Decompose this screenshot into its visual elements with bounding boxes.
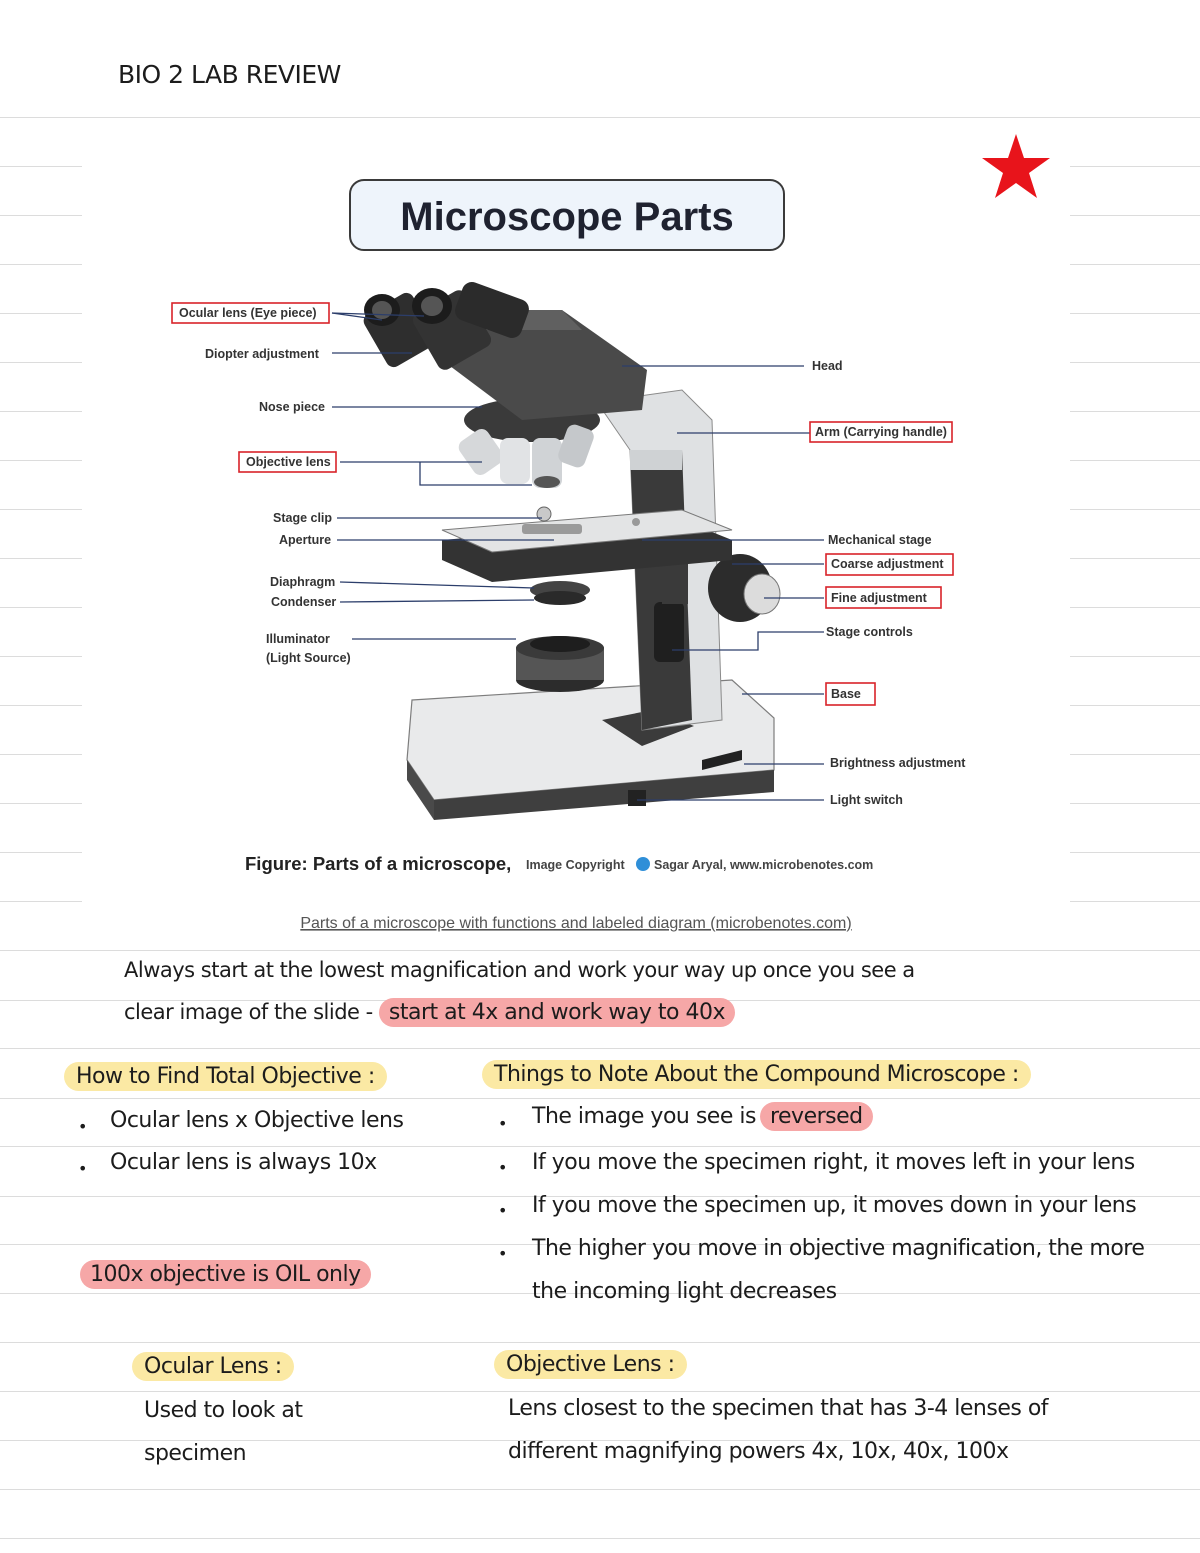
copyright-icon <box>636 857 650 871</box>
objective-lens-heading: Objective Lens : <box>494 1350 687 1379</box>
total-item-1: Ocular lens x Objective lens <box>110 1108 404 1133</box>
bullet-icon: • <box>498 1158 508 1177</box>
microscope-figure <box>82 120 1070 950</box>
label-light-source: (Light Source) <box>266 651 351 665</box>
bullet-icon: • <box>78 1117 88 1136</box>
label-arm: Arm (Carrying handle) <box>815 425 947 439</box>
label-objective-lens: Objective lens <box>246 455 331 469</box>
label-light-switch: Light switch <box>830 793 903 807</box>
star-icon <box>978 132 1054 200</box>
label-coarse-adjustment: Coarse adjustment <box>831 557 944 571</box>
things-item-1-text: The image you see is <box>532 1104 756 1129</box>
bullet-icon: • <box>498 1244 508 1263</box>
label-brightness: Brightness adjustment <box>830 756 966 770</box>
ocular-lens-line-2: specimen <box>144 1441 247 1466</box>
intro-line-2 <box>124 1000 735 1025</box>
bullet-icon: • <box>498 1114 508 1133</box>
oil-note: 100x objective is OIL only <box>80 1260 371 1289</box>
page-title: BIO 2 LAB REVIEW <box>118 60 341 89</box>
things-item-4-line-2: the incoming light decreases <box>532 1279 837 1304</box>
total-item-2: Ocular lens is always 10x <box>110 1150 377 1175</box>
label-condenser: Condenser <box>271 595 337 609</box>
ocular-lens-heading: Ocular Lens : <box>132 1352 294 1381</box>
objective-lens-line-1: Lens closest to the specimen that has 3-4 lenses of <box>508 1396 1049 1421</box>
things-item-1 <box>532 1104 873 1129</box>
microscope-illustration <box>361 279 780 820</box>
things-item-4-line-1: The higher you move in objective magnification, the more <box>532 1236 1145 1261</box>
reversed-highlight: reversed <box>760 1102 873 1131</box>
label-stage-clip: Stage clip <box>273 511 333 525</box>
intro-line-2-text: clear image of the slide - <box>124 1000 373 1024</box>
label-diopter: Diopter adjustment <box>205 347 319 361</box>
total-objective-heading: How to Find Total Objective : <box>64 1062 387 1091</box>
label-nose-piece: Nose piece <box>259 400 326 414</box>
label-fine-adjustment: Fine adjustment <box>831 591 927 605</box>
figure-credit-label: Image Copyright <box>526 858 625 872</box>
bullet-icon: • <box>78 1159 88 1178</box>
figure-credit-author: Sagar Aryal, www.microbenotes.com <box>654 858 874 872</box>
label-illuminator: Illuminator <box>266 632 330 646</box>
things-item-3: If you move the specimen up, it moves down in your lens <box>532 1193 1137 1218</box>
things-heading: Things to Note About the Compound Microscope : <box>482 1060 1031 1089</box>
objective-lens-line-2: different magnifying powers 4x, 10x, 40x, 100x <box>508 1439 1009 1464</box>
banner-text: Microscope Parts <box>400 195 734 239</box>
label-aperture: Aperture <box>279 533 332 547</box>
label-base: Base <box>831 687 861 701</box>
label-stage-controls: Stage controls <box>826 625 913 639</box>
source-link[interactable]: Parts of a microscope with functions and labeled diagram (microbenotes.com) <box>300 915 852 932</box>
label-ocular-lens: Ocular lens (Eye piece) <box>179 306 317 320</box>
label-diaphragm: Diaphragm <box>270 575 336 589</box>
intro-line-1: Always start at the lowest magnification and work your way up once you see a <box>124 958 915 982</box>
ocular-lens-line-1: Used to look at <box>144 1398 303 1423</box>
bullet-icon: • <box>498 1201 508 1220</box>
figure-banner <box>350 180 784 250</box>
label-head: Head <box>812 359 843 373</box>
label-mechanical-stage: Mechanical stage <box>828 533 932 547</box>
figure-caption: Figure: Parts of a microscope, <box>245 853 512 874</box>
intro-highlight: start at 4x and work way to 40x <box>379 998 735 1027</box>
things-item-2: If you move the specimen right, it moves left in your lens <box>532 1150 1135 1175</box>
